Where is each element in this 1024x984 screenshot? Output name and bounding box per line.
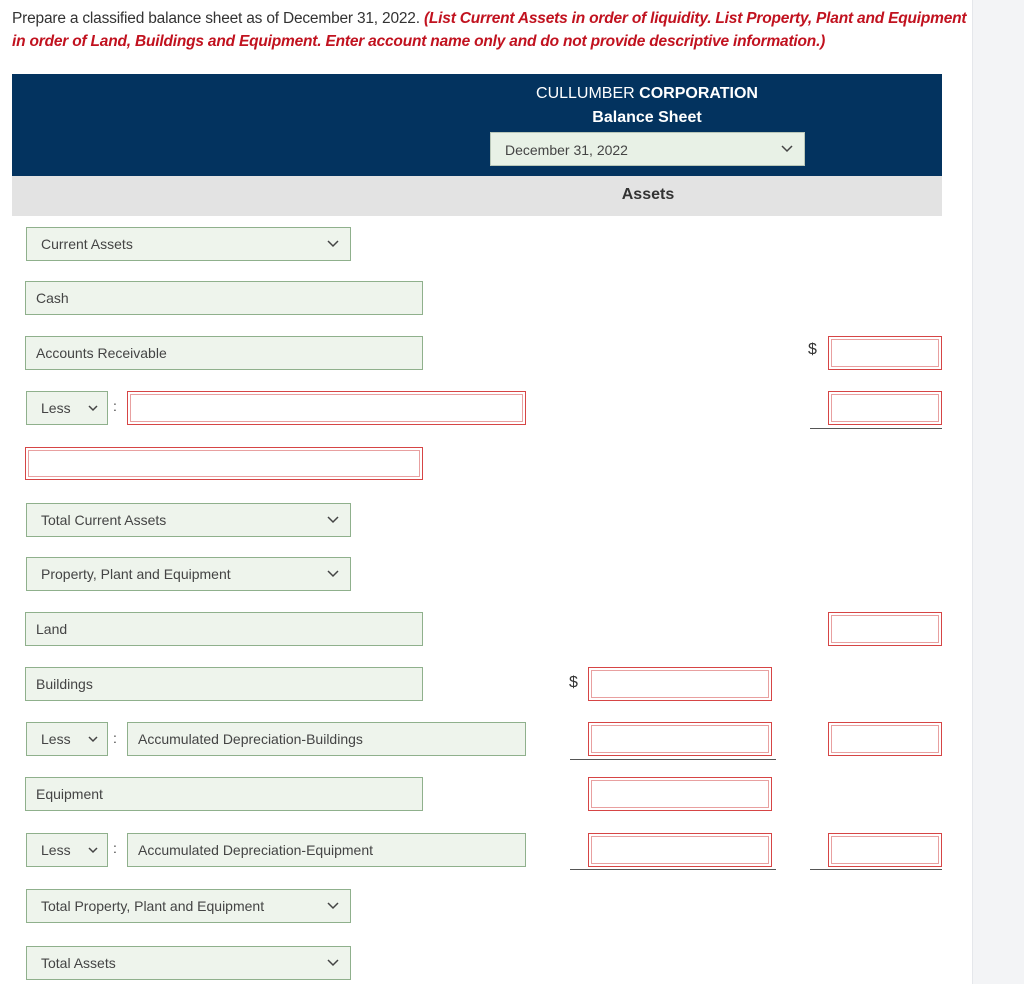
instructions [12, 7, 972, 53]
chevron-down-icon [326, 236, 340, 250]
date-select-value: December 31, 2022 [505, 142, 628, 158]
less-amount-input-1[interactable] [828, 391, 942, 425]
chevron-down-icon [87, 844, 99, 856]
less-select-3[interactable]: Less [26, 833, 108, 867]
colon-separator: : [113, 840, 117, 856]
dollar-sign: $ [808, 341, 817, 358]
colon-separator: : [113, 730, 117, 746]
acc-dep-equipment-amount-input[interactable] [588, 833, 772, 867]
equipment-amount-input[interactable] [588, 777, 772, 811]
chevron-down-icon [326, 898, 340, 912]
chevron-down-icon [326, 512, 340, 526]
less-select-2[interactable]: Less [26, 722, 108, 756]
current-assets-heading-select[interactable]: Current Assets [26, 227, 351, 261]
instructions-emphasis: (List Current Assets in order of liquidity. List Property, Plant and Equipment in order of Land, Buildings and Equipment. Enter account name only and do not provide descriptive information.) [12, 10, 967, 50]
underline [570, 759, 776, 760]
total-current-assets-select[interactable]: Total Current Assets [26, 503, 351, 537]
ppe-heading-select[interactable]: Property, Plant and Equipment [26, 557, 351, 591]
right-scroll-area [972, 0, 1024, 984]
section-bar [12, 176, 942, 216]
total-assets-select[interactable]: Total Assets [26, 946, 351, 980]
net-buildings-amount-input[interactable] [828, 722, 942, 756]
accounts-receivable-field[interactable]: Accounts Receivable [25, 336, 423, 370]
total-ppe-select[interactable]: Total Property, Plant and Equipment [26, 889, 351, 923]
net-equipment-amount-input[interactable] [828, 833, 942, 867]
company-name: CULLUMBER CORPORATION [536, 85, 758, 102]
acc-dep-buildings-amount-input[interactable] [588, 722, 772, 756]
net-receivable-account-input[interactable] [25, 447, 423, 480]
chevron-down-icon [87, 733, 99, 745]
underline [570, 869, 776, 870]
equipment-account-field[interactable]: Equipment [25, 777, 423, 811]
date-select[interactable] [490, 132, 805, 166]
acc-dep-buildings-field[interactable]: Accumulated Depreciation-Buildings [127, 722, 526, 756]
dollar-sign: $ [569, 674, 578, 691]
land-account-field[interactable]: Land [25, 612, 423, 646]
colon-separator: : [113, 398, 117, 414]
underline [810, 869, 942, 870]
chevron-down-icon [87, 402, 99, 414]
acc-dep-equipment-field[interactable]: Accumulated Depreciation-Equipment [127, 833, 526, 867]
accounts-receivable-amount-input[interactable] [828, 336, 942, 370]
chevron-down-icon [780, 141, 794, 155]
statement-title: Balance Sheet [592, 109, 702, 126]
section-title-assets: Assets [621, 186, 675, 203]
land-amount-input[interactable] [828, 612, 942, 646]
buildings-account-field[interactable]: Buildings [25, 667, 423, 701]
less-select-1[interactable]: Less [26, 391, 108, 425]
instructions-plain: Prepare a classified balance sheet as of December 31, 2022. [12, 10, 420, 27]
buildings-amount-input[interactable] [588, 667, 772, 701]
underline [810, 428, 942, 429]
chevron-down-icon [326, 566, 340, 580]
cash-account-field[interactable]: Cash [25, 281, 423, 315]
chevron-down-icon [326, 955, 340, 969]
less-account-input-1[interactable] [127, 391, 526, 425]
